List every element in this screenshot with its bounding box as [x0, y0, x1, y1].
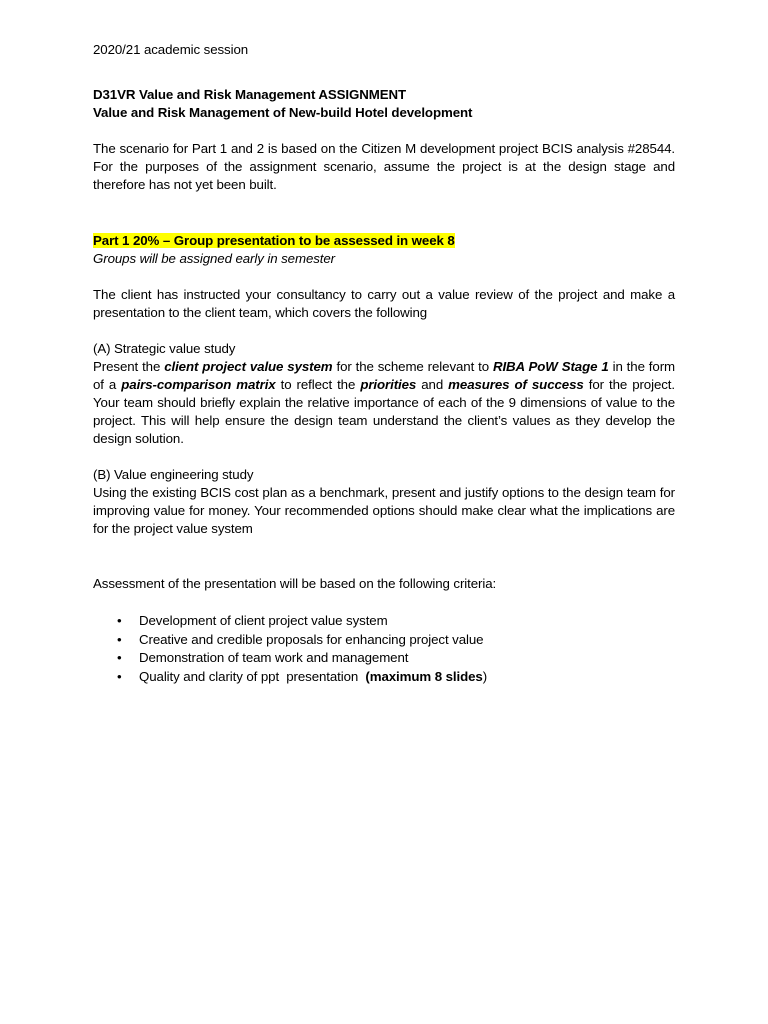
assignment-title: D31VR Value and Risk Management ASSIGNMENT: [93, 87, 407, 102]
spacer: [93, 122, 675, 140]
spacer: [93, 268, 675, 286]
session-line: 2020/21 academic session: [93, 42, 249, 57]
bullet-icon: •: [117, 668, 122, 684]
part1-subtitle: Groups will be assigned early in semester: [93, 251, 336, 266]
spacer: [93, 59, 675, 86]
criteria-list: [93, 612, 675, 686]
list-item: • Demonstration of team work and management: [93, 649, 675, 668]
spacer: [93, 448, 675, 466]
client-instruction-paragraph: The client has instructed your consultancy to carry out a value review of the project and make a presentation to the client team, which covers the following: [93, 287, 675, 320]
spacer: [93, 322, 675, 340]
bullet-icon: •: [117, 613, 122, 628]
assignment-subtitle: Value and Risk Management of New-build Hotel development: [93, 105, 473, 120]
list-item: • Quality and clarity of ppt presentation (maximum 8 slides): [93, 668, 675, 687]
list-item: • Development of client project value system: [93, 612, 675, 631]
document-page: [93, 41, 675, 686]
section-a-title: (A) Strategic value study: [93, 341, 236, 356]
bullet-icon: •: [117, 631, 122, 647]
spacer: [93, 194, 675, 232]
assessment-intro: Assessment of the presentation will be based on the following criteria:: [93, 576, 497, 591]
spacer: [93, 538, 675, 575]
bullet-icon: •: [117, 650, 122, 665]
part1-heading: Part 1 20% – Group presentation to be assessed in week 8: [93, 233, 455, 248]
section-b-body: Using the existing BCIS cost plan as a benchmark, present and justify options to the design team for improving value for money. Your recommended options should make clear what the implications are for the project value system: [93, 485, 675, 536]
section-b-title: (B) Value engineering study: [93, 467, 254, 482]
section-a-body: Present the client project value system for the scheme relevant to RIBA PoW Stage 1 in the form of a pairs-comparison matrix to reflect the priorities and measures of success for the project. Your team should briefly explain the relative importance of each of the 9 dimensions of value to the project. This will help ensure the design team understand the client’s values as they develop the design solution.: [93, 359, 675, 446]
spacer: [93, 593, 675, 612]
list-item: • Creative and credible proposals for enhancing project value: [93, 631, 675, 650]
part1-heading-line: [93, 232, 675, 250]
scenario-paragraph: The scenario for Part 1 and 2 is based on the Citizen M development project BCIS analysis #28544. For the purposes of the assignment scenario, assume the project is at the design stage and therefore has not yet been built.: [93, 141, 675, 192]
